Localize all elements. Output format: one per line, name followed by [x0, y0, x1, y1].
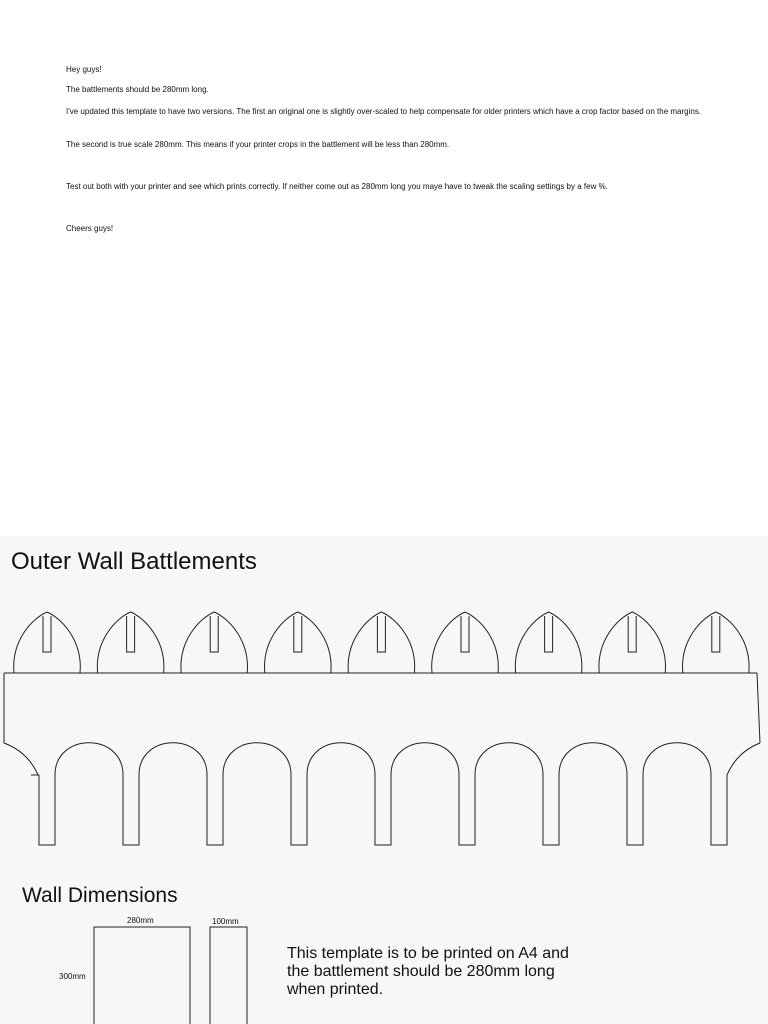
instructions-text: [66, 64, 706, 235]
merlon: [599, 612, 666, 673]
height-label: 300mm: [59, 972, 86, 981]
wall-side-rect: [210, 927, 247, 1024]
battlements-title: Outer Wall Battlements: [11, 548, 257, 575]
merlon: [181, 612, 248, 673]
battlement-wall-outline: [4, 673, 760, 743]
wall-face-rect: [94, 927, 190, 1024]
note-greeting: Hey guys!: [66, 65, 102, 74]
dimensions-title: Wall Dimensions: [22, 884, 178, 907]
merlon: [265, 612, 332, 673]
battlement-template: [0, 600, 768, 850]
note-signoff: Cheers guys!: [66, 224, 114, 233]
merlon: [97, 612, 164, 673]
note-true-scale: The second is true scale 280mm. This means if your printer crops in the battlement will be less than 280mm.: [66, 140, 450, 149]
note-length: The battlements should be 280mm long.: [66, 85, 209, 94]
depth-label: 100mm: [212, 917, 239, 926]
arches-and-legs: [4, 743, 760, 845]
note-versions: I've updated this template to have two versions. The first an original one is slightly over-scaled to help compensate for older printers which have a crop factor based on the margins.: [66, 107, 702, 116]
merlon: [515, 612, 582, 673]
merlon: [432, 612, 499, 673]
width-label: 280mm: [127, 916, 154, 925]
merlon: [348, 612, 415, 673]
note-test: Test out both with your printer and see which prints correctly. If neither come out as 280mm long you maye have to tweak the scaling settings by a few %.: [66, 182, 608, 191]
merlon: [683, 612, 750, 673]
merlon: [14, 612, 81, 673]
print-instructions: This template is to be printed on A4 and the battlement should be 280mm long when printed.: [287, 945, 569, 998]
